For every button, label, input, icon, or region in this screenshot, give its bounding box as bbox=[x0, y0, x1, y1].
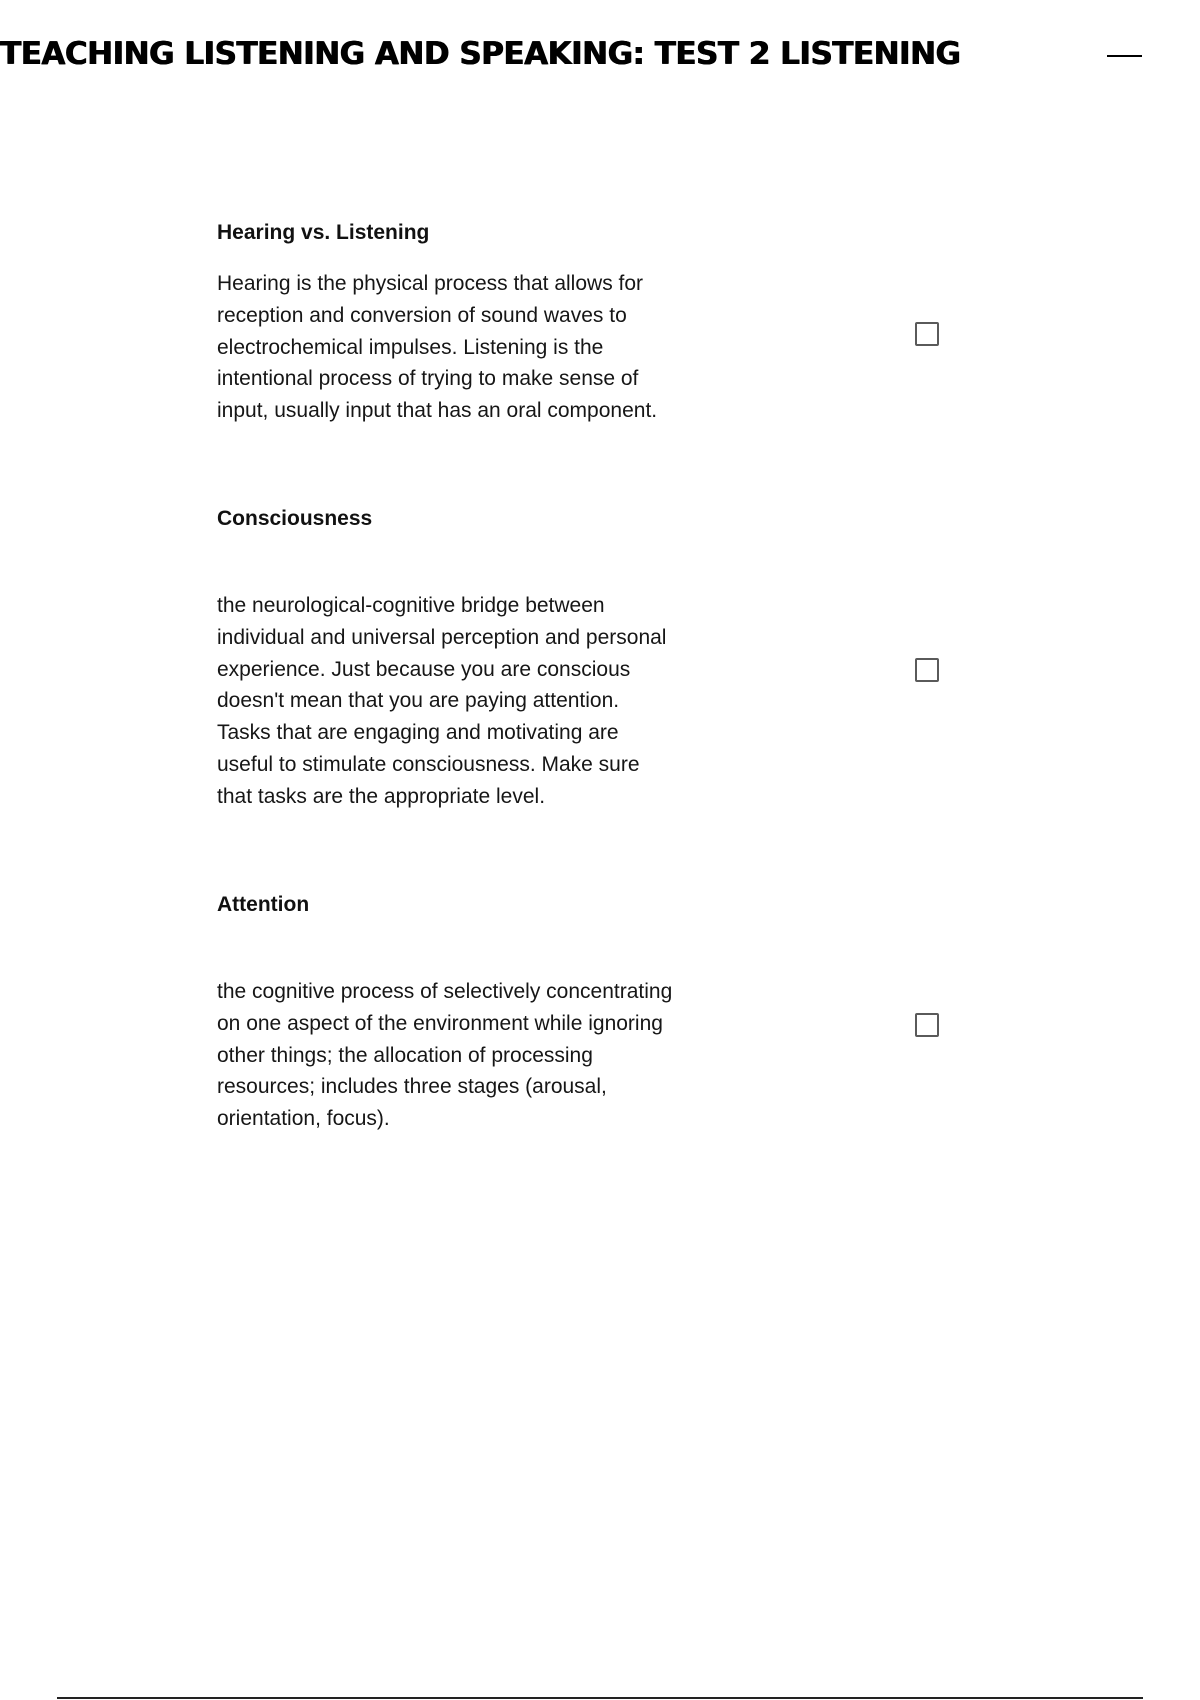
card-definition: Hearing is the physical process that allows for reception and conversion of sound waves to electrochemical impulses. Listening is the intentional process of trying to make sense of input, usually input that has an oral component. bbox=[217, 272, 658, 423]
card-definition: the cognitive process of selectively concentrating on one aspect of the environment while ignoring other things; the allocation of processing resources; includes three stages (arousal, orientation, focus). bbox=[217, 980, 673, 1131]
card-term: Consciousness bbox=[217, 507, 373, 530]
card-term: Attention bbox=[217, 893, 310, 916]
card-definition: the neurological-cognitive bridge between individual and universal perception and personal experience. Just because you are conscious doesn't mean that you are paying attention. Tasks that are engaging and motivating are useful to stimulate consciousness. Make sure that tasks are the appropriate level. bbox=[217, 594, 667, 808]
bottom-divider bbox=[57, 1697, 1143, 1699]
card-checkbox[interactable] bbox=[915, 322, 939, 346]
document-title: TEACHING LISTENING AND SPEAKING: TEST 2 LISTENING bbox=[0, 36, 961, 72]
card-checkbox[interactable] bbox=[915, 1013, 939, 1037]
card-term: Hearing vs. Listening bbox=[217, 221, 430, 244]
card-checkbox[interactable] bbox=[915, 658, 939, 682]
